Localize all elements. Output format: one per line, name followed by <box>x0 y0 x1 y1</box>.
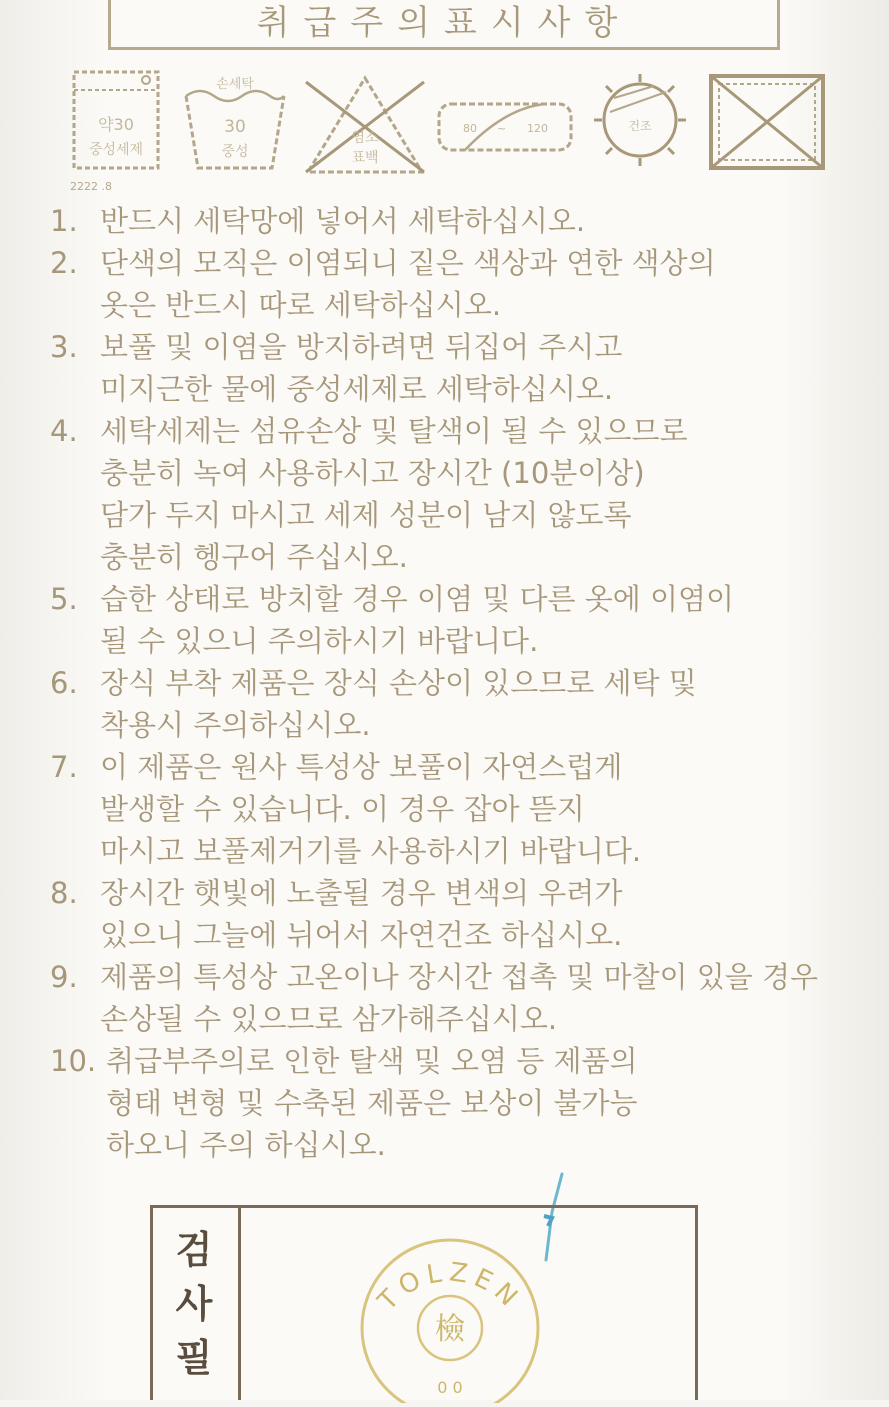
instruction-item <box>50 578 850 662</box>
instruction-item <box>50 872 850 956</box>
instruction-line: 담가 두지 마시고 세제 성분이 남지 않도록 <box>100 498 632 532</box>
instruction-line: 될 수 있으니 주의하시기 바랍니다. <box>100 624 539 658</box>
svg-text:중성세제: 중성세제 <box>88 142 144 158</box>
symbol-caption: 2222 .8 <box>70 180 112 193</box>
instruction-number: 8. <box>50 876 78 910</box>
seal-center-text: 檢 <box>435 1312 465 1347</box>
instruction-number: 2. <box>50 246 78 280</box>
instruction-number: 5. <box>50 582 78 616</box>
instruction-line: 습한 상태로 방치할 경우 이염 및 다른 옷에 이염이 <box>100 582 735 616</box>
instruction-number: 9. <box>50 960 78 994</box>
instruction-item <box>50 410 850 578</box>
instruction-line: 장시간 햇빛에 노출될 경우 변색의 우려가 <box>100 876 623 910</box>
care-symbol-row <box>60 68 840 198</box>
inspection-label-char: 사 <box>175 1282 213 1326</box>
instruction-line: 단색의 모직은 이염되니 짙은 색상과 연한 색상의 <box>100 246 716 280</box>
instruction-line: 반드시 세탁망에 넣어서 세탁하십시오. <box>100 204 586 238</box>
svg-text:약30: 약30 <box>98 115 134 134</box>
inspection-label-char: 필 <box>175 1336 213 1380</box>
instruction-item <box>50 1040 850 1166</box>
instruction-line: 하오니 주의 하십시오. <box>106 1128 386 1162</box>
svg-text:손세탁: 손세탁 <box>216 77 254 92</box>
svg-text:30: 30 <box>224 117 246 137</box>
instruction-line: 이 제품은 원사 특성상 보풀이 자연스럽게 <box>100 750 623 784</box>
svg-text:TOLZEN <box>372 1257 527 1317</box>
instruction-line: 발생할 수 있습니다. 이 경우 잡아 뜯지 <box>100 792 585 826</box>
instruction-line: 옷은 반드시 따로 세탁하십시오. <box>100 288 502 322</box>
svg-text:염소: 염소 <box>351 130 379 146</box>
svg-text:~: ~ <box>497 122 507 135</box>
instruction-number: 10. <box>50 1044 97 1078</box>
iron-cloth-icon <box>435 68 575 178</box>
title-text: 취급주의표시사항 <box>256 3 632 43</box>
instruction-line: 착용시 주의하십시오. <box>100 708 371 742</box>
instruction-number: 7. <box>50 750 78 784</box>
inspection-label-char: 검 <box>175 1228 213 1272</box>
seal-bottom-text: 0 0 <box>437 1378 463 1397</box>
instruction-item <box>50 326 850 410</box>
svg-text:중성: 중성 <box>221 144 249 160</box>
svg-text:건조: 건조 <box>628 119 652 133</box>
instruction-item <box>50 956 850 1040</box>
no-dryclean-icon <box>705 68 829 178</box>
instruction-line: 제품의 특성상 고온이나 장시간 접촉 및 마찰이 있을 경우 <box>100 960 819 994</box>
instruction-line: 충분히 녹여 사용하시고 장시간 (10분이상) <box>100 456 645 490</box>
inspection-divider <box>238 1205 241 1400</box>
no-tumble-dry-icon <box>590 68 690 178</box>
instruction-line: 형태 변형 및 수축된 제품은 보상이 불가능 <box>106 1086 638 1120</box>
svg-text:80: 80 <box>463 122 477 135</box>
instruction-number: 4. <box>50 414 78 448</box>
instruction-line: 보풀 및 이염을 방지하려면 뒤집어 주시고 <box>100 330 623 364</box>
instruction-line: 충분히 헹구어 주십시오. <box>100 540 408 574</box>
seal-ring-text: TOLZEN <box>372 1257 528 1317</box>
instruction-item <box>50 746 850 872</box>
instruction-line: 세탁세제는 섬유손상 및 탈색이 될 수 있으므로 <box>100 414 688 448</box>
instruction-line: 미지근한 물에 중성세제로 세탁하십시오. <box>100 372 614 406</box>
instruction-number: 1. <box>50 204 78 238</box>
inspection-label <box>164 1223 224 1385</box>
instruction-item <box>50 200 850 242</box>
svg-text:표백: 표백 <box>351 150 379 166</box>
instruction-number: 3. <box>50 330 78 364</box>
inspection-box <box>150 1205 700 1400</box>
care-instructions-list <box>50 200 850 1166</box>
no-bleach-icon <box>300 68 430 178</box>
instruction-number: 6. <box>50 666 78 700</box>
instruction-line: 취급부주의로 인한 탈색 및 오염 등 제품의 <box>106 1044 638 1078</box>
wash-machine-icon <box>70 68 162 178</box>
svg-text:120: 120 <box>527 122 548 135</box>
inspection-seal <box>355 1233 545 1407</box>
hand-wash-tub-icon <box>180 68 290 178</box>
instruction-line: 손상될 수 있으므로 삼가해주십시오. <box>100 1002 558 1036</box>
instruction-item <box>50 662 850 746</box>
instruction-line: 있으니 그늘에 뉘어서 자연건조 하십시오. <box>100 918 623 952</box>
instruction-line: 장식 부착 제품은 장식 손상이 있으므로 세탁 및 <box>100 666 697 700</box>
instruction-item <box>50 242 850 326</box>
care-label-title <box>108 0 780 50</box>
instruction-line: 마시고 보풀제거기를 사용하시기 바랍니다. <box>100 834 642 868</box>
